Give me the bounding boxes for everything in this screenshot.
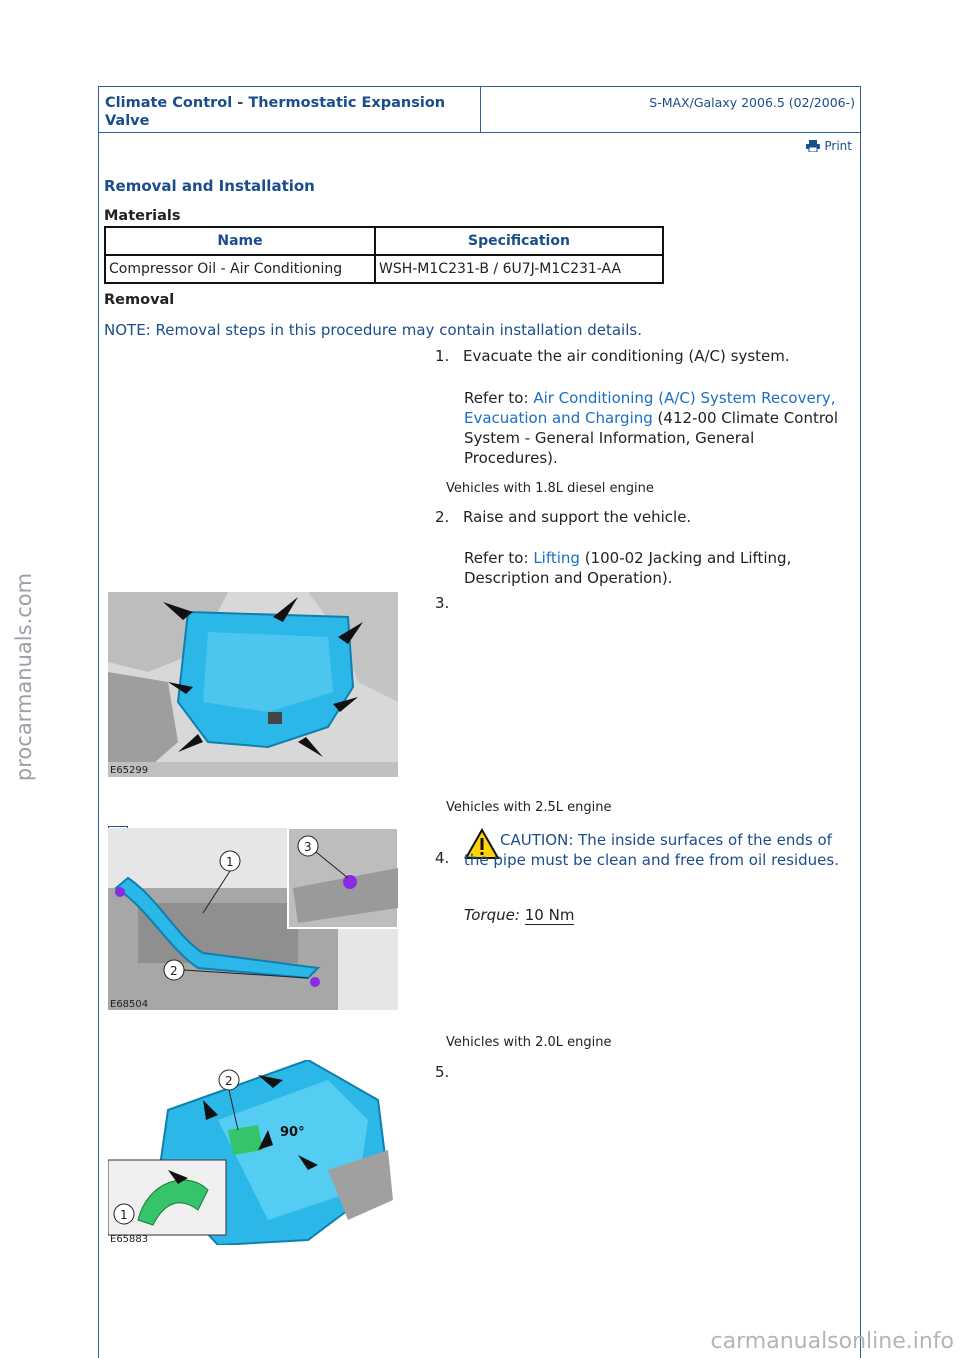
printer-icon (806, 140, 820, 152)
callout-3: 3 (304, 840, 312, 854)
step-number: 1. (435, 347, 450, 365)
condition-3: Vehicles with 2.0L engine (446, 1035, 612, 1050)
callout-2: 2 (225, 1074, 233, 1088)
refer-prefix: Refer to: (464, 389, 534, 407)
materials-table (104, 226, 664, 284)
removal-title: Removal (104, 292, 175, 308)
print-label: Print (824, 139, 852, 153)
step-text: Raise and support the vehicle. (463, 508, 692, 526)
refer-suffix: (100-02 Jacking and Lifting, Description and Operation). (464, 549, 792, 587)
engine-cover-illustration (108, 1060, 398, 1245)
callout-1: 1 (120, 1208, 128, 1222)
refer-link-ac-recovery[interactable]: Air Conditioning (A/C) System Recovery, Evacuation and Charging (464, 389, 836, 427)
vehicle-model: S-MAX/Galaxy 2006.5 (02/2006-) (649, 95, 855, 110)
table-header-row (105, 227, 663, 255)
caution-text (464, 830, 844, 870)
print-button[interactable] (806, 139, 852, 153)
condition-2: Vehicles with 2.5L engine (446, 800, 612, 815)
step-3 (435, 593, 463, 613)
document-header (98, 86, 861, 133)
step-5 (435, 1062, 463, 1082)
step-number: 4. (435, 849, 450, 867)
torque-spec (464, 906, 574, 924)
material-name: Compressor Oil - Air Conditioning (105, 255, 375, 283)
step-text: Evacuate the air conditioning (A/C) system. (463, 347, 790, 365)
skid-plate-illustration (108, 592, 398, 777)
figure-label: E65299 (110, 765, 149, 776)
bottom-watermark: carmanualsonline.info (710, 1329, 954, 1354)
page-title: Climate Control - Thermostatic Expansion Valve (99, 87, 481, 132)
col-spec-header: Specification (375, 227, 663, 255)
figure-label: E68504 (110, 999, 149, 1010)
pipe-illustration (108, 828, 398, 1010)
torque-value[interactable]: 10 Nm (524, 906, 575, 924)
materials-title: Materials (104, 208, 181, 224)
step-2-refer (464, 548, 844, 588)
figure-skid-plate[interactable] (108, 592, 398, 777)
step-1-refer (464, 388, 844, 468)
step-2 (435, 507, 691, 527)
refer-suffix: (412-00 Climate Control System - General Information, General Procedures). (464, 409, 839, 467)
step-number: 3. (435, 594, 450, 612)
col-name-header: Name (105, 227, 375, 255)
figure-pipe-2-5l[interactable] (108, 828, 398, 1010)
callout-2: 2 (170, 964, 178, 978)
removal-note: NOTE: Removal steps in this procedure may contain installation details. (104, 321, 642, 339)
step-4 (435, 848, 463, 868)
torque-label: Torque: (464, 906, 520, 924)
step-number: 5. (435, 1063, 450, 1081)
section-title: Removal and Installation (104, 177, 315, 195)
step-1 (435, 346, 790, 366)
step-number: 2. (435, 508, 450, 526)
figure-engine-2-0l[interactable] (108, 1060, 398, 1245)
condition-1: Vehicles with 1.8L diesel engine (446, 481, 654, 496)
refer-prefix: Refer to: (464, 549, 534, 567)
callout-1: 1 (226, 855, 234, 869)
refer-link-lifting[interactable]: Lifting (533, 549, 580, 567)
figure-label: E65883 (110, 1234, 149, 1245)
angle-label: 90° (280, 1125, 305, 1140)
side-watermark: procarmanuals.com (12, 572, 37, 782)
table-row (105, 255, 663, 283)
caution-body: CAUTION: The inside surfaces of the ends of the pipe must be clean and free from oil residues. (464, 831, 839, 869)
material-spec: WSH-M1C231-B / 6U7J-M1C231-AA (375, 255, 663, 283)
